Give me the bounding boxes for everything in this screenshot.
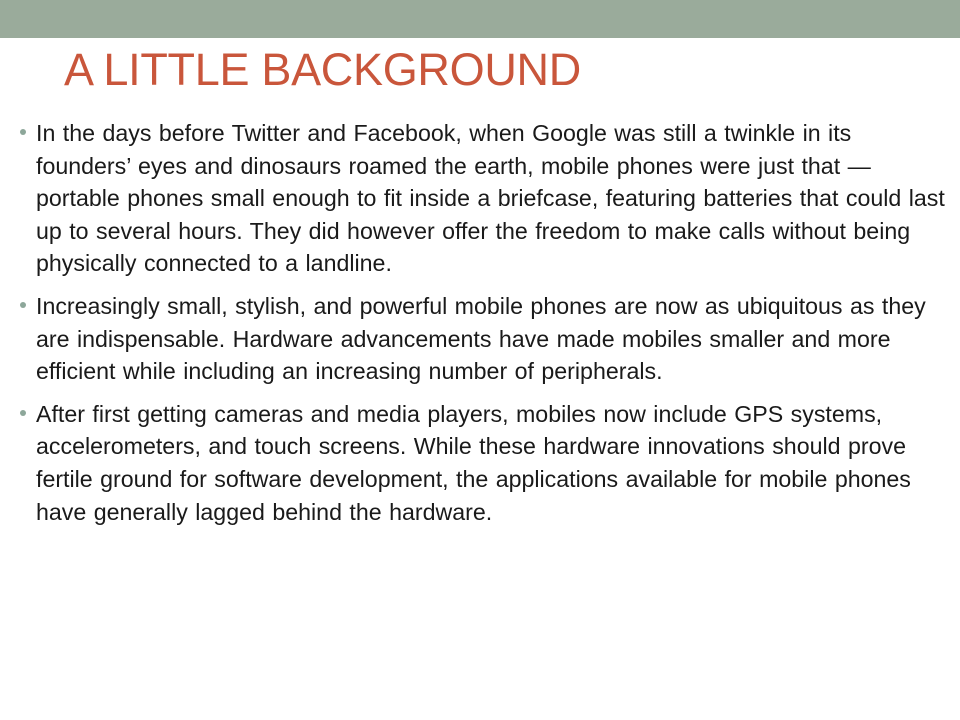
top-accent-band xyxy=(0,0,960,38)
bullet-item xyxy=(20,117,950,280)
slide-title: A LITTLE BACKGROUND xyxy=(64,44,581,95)
bullet-dot-icon xyxy=(20,410,26,416)
bullet-text: In the days before Twitter and Facebook, when Google was still a twinkle in its founders’ eyes and dinosaurs roamed the earth, mobile phones were just that — portable phones small enough to fit inside a briefcase, featuring batteries that could last up to several hours. They did however offer the freedom to make calls without being physically connected to a landline. xyxy=(36,120,945,277)
bullet-text: Increasingly small, stylish, and powerful mobile phones are now as ubiquitous as they are indispensable. Hardware advancements have made mobiles smaller and more efficient while including an increasing number of peripherals. xyxy=(36,292,926,385)
bullet-item xyxy=(20,398,950,528)
bullet-text: After first getting cameras and media players, mobiles now include GPS systems, accelerometers, and touch screens. While these hardware innovations should prove fertile ground for software development, the applications available for mobile phones have generally lagged behind the hardware. xyxy=(36,400,911,525)
bullet-list xyxy=(20,117,950,538)
bullet-dot-icon xyxy=(20,129,26,135)
bullet-item xyxy=(20,290,950,388)
bullet-dot-icon xyxy=(20,302,26,308)
